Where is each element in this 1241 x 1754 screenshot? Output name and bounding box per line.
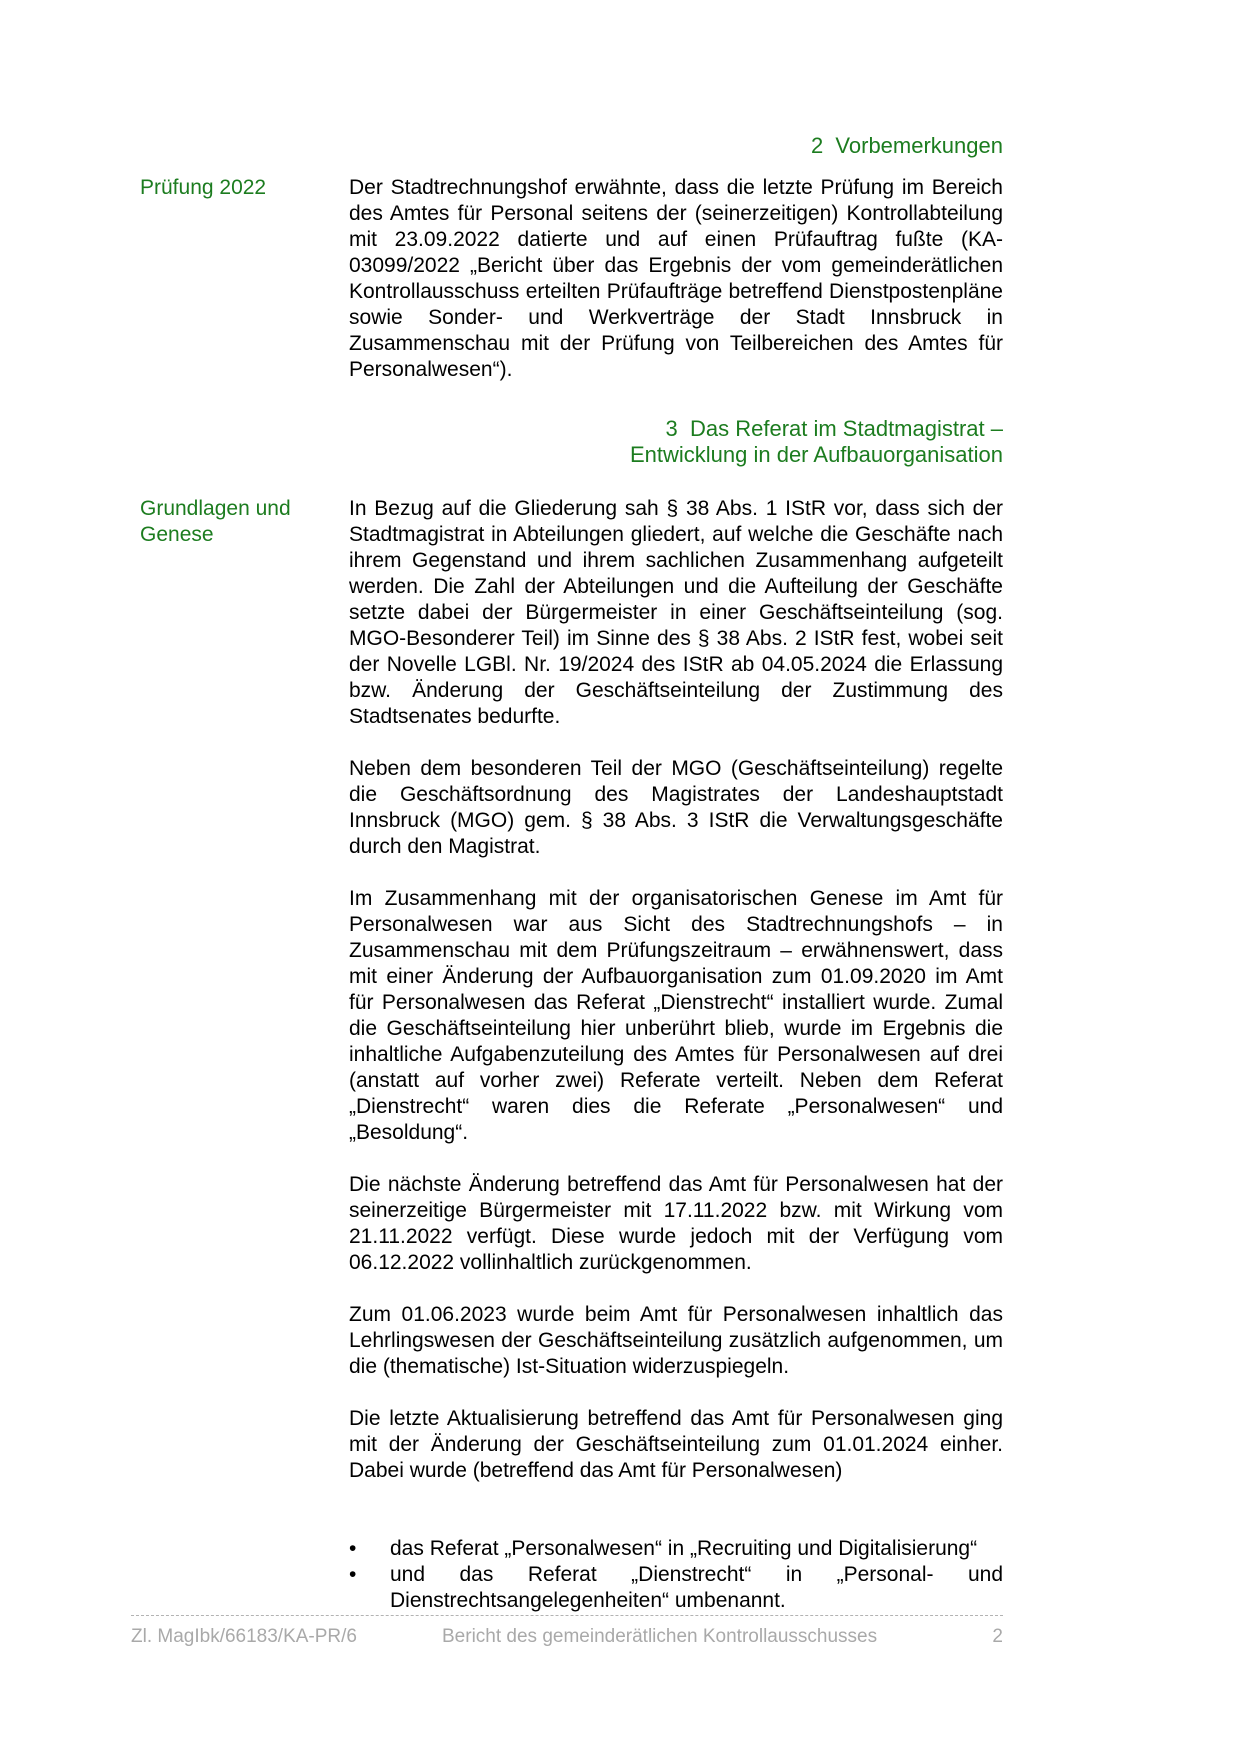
paragraph-row [140,1172,1003,1276]
paragraph-letzte-aktualisierung: Die letzte Aktualisierung betreffend das Amt für Personalwesen ging mit der Änderung der Geschäftseinteilung zum 01.01.2024 einher. Dabei wurde (betreffend das Amt für Personalwesen) [349,1407,1003,1482]
section-heading-referat-line2: Entwicklung in der Aufbauorganisation [629,442,1003,467]
bullet-list [349,1536,1003,1614]
paragraph-row [140,886,1003,1146]
section-2-heading-row [140,133,1003,175]
list-item-text: und das Referat „Dienstrecht“ in „Personal- und Dienstrechtsangelegenheiten“ umbenannt. [390,1563,1003,1612]
margin-note-grundlagen-genese: Grundlagen und Genese [140,497,291,546]
paragraph-mgo-geschaeftsordnung: Neben dem besonderen Teil der MGO (Geschäftseinteilung) regelte die Geschäftsordnung des Magistrates der Landeshauptstadt Innsbruck (MGO) gem. § 38 Abs. 3 IStR die Verwaltungsgeschäfte durch den Magistrat. [349,757,1003,858]
footer-document-title: Bericht des gemeinderätlichen Kontrollausschusses [442,1626,878,1647]
section-3-heading-row [140,416,1003,468]
list-item [349,1562,1003,1614]
bullet-icon: • [349,1563,357,1586]
section-heading-vorbemerkungen: 2 Vorbemerkungen [810,133,1003,158]
paragraph-row [140,1406,1003,1484]
list-item-text: das Referat „Personalwesen“ in „Recruiting und Digitalisierung“ [390,1537,978,1560]
margin-note-pruefung-2022: Prüfung 2022 [140,176,267,199]
paragraph-gliederung-istr: In Bezug auf die Gliederung sah § 38 Abs. 1 IStR vor, dass sich der Stadtmagistrat in Abteilungen gliedert, auf welche die Geschäfte nach ihrem Gegenstand und ihrem sachlichen Zusammenhang aufgeteilt werden. Die Zahl der Abteilungen und die Aufteilung der Geschäfte setzte dabei der Bürgermeister in einer Geschäftseinteilung (sog. MGO-Besonderer Teil) im Sinne des § 38 Abs. 2 IStR fest, wobei seit der Novelle LGBl. Nr. 19/2024 des IStR ab 04.05.2024 die Erlassung bzw. Änderung der Geschäftseinteilung der Zustimmung des Stadtsenates bedurfte. [349,497,1003,728]
grundlagen-genese-block [140,496,1003,730]
paragraph-lehrlingswesen: Zum 01.06.2023 wurde beim Amt für Personalwesen inhaltlich das Lehrlingswesen der Geschäftseinteilung zusätzlich aufgenommen, um die (thematische) Ist-Situation widerzuspiegeln. [349,1303,1003,1378]
section-heading-referat-line1: 3 Das Referat im Stadtmagistrat – [665,416,1003,441]
paragraph-row [140,756,1003,860]
footer-page-number: 2 [992,1626,1003,1647]
footer-reference-number: Zl. MagIbk/66183/KA-PR/6 [131,1626,357,1647]
list-item [349,1536,1003,1562]
paragraph-naechste-aenderung: Die nächste Änderung betreffend das Amt für Personalwesen hat der seinerzeitige Bürgermeister mit 17.11.2022 bzw. mit Wirkung vom 21.11.2022 verfügt. Diese wurde jedoch mit der Verfügung vom 06.12.2022 vollinhaltlich zurückgenommen. [349,1173,1003,1274]
paragraph-letzte-pruefung: Der Stadtrechnungshof erwähnte, dass die letzte Prüfung im Bereich des Amtes für Personal seitens der (seinerzeitigen) Kontrollabteilung mit 23.09.2022 datierte und auf einen Prüfauftrag fußte (KA-03099/2022 „Bericht über das Ergebnis der vom gemeinderätlichen Kontrollausschuss erteilten Prüfaufträge betreffend Dienstpostenpläne sowie Sonder- und Werkverträge der Stadt Innsbruck in Zusammenschau mit der Prüfung von Teilbereichen des Amtes für Personalwesen“). [349,176,1003,381]
bullet-icon: • [349,1537,357,1560]
page-footer [131,1615,1003,1649]
bullet-list-row [140,1536,1003,1614]
pruefung-2022-block [140,175,1003,383]
paragraph-row [140,1302,1003,1380]
paragraph-organisatorische-genese: Im Zusammenhang mit der organisatorischen Genese im Amt für Personalwesen war aus Sicht des Stadtrechnungshofs – in Zusammenschau mit dem Prüfungszeitraum – erwähnenswert, dass mit einer Änderung der Aufbauorganisation zum 01.09.2020 im Amt für Personalwesen das Referat „Dienstrecht“ installiert wurde. Zumal die Geschäftseinteilung hier unberührt blieb, wurde im Ergebnis die inhaltliche Aufgabenzuteilung des Amtes für Personalwesen auf drei (anstatt auf vorher zwei) Referate verteilt. Neben dem Referat „Dienstrecht“ waren dies die Referate „Personalwesen“ und „Besoldung“. [349,887,1003,1144]
